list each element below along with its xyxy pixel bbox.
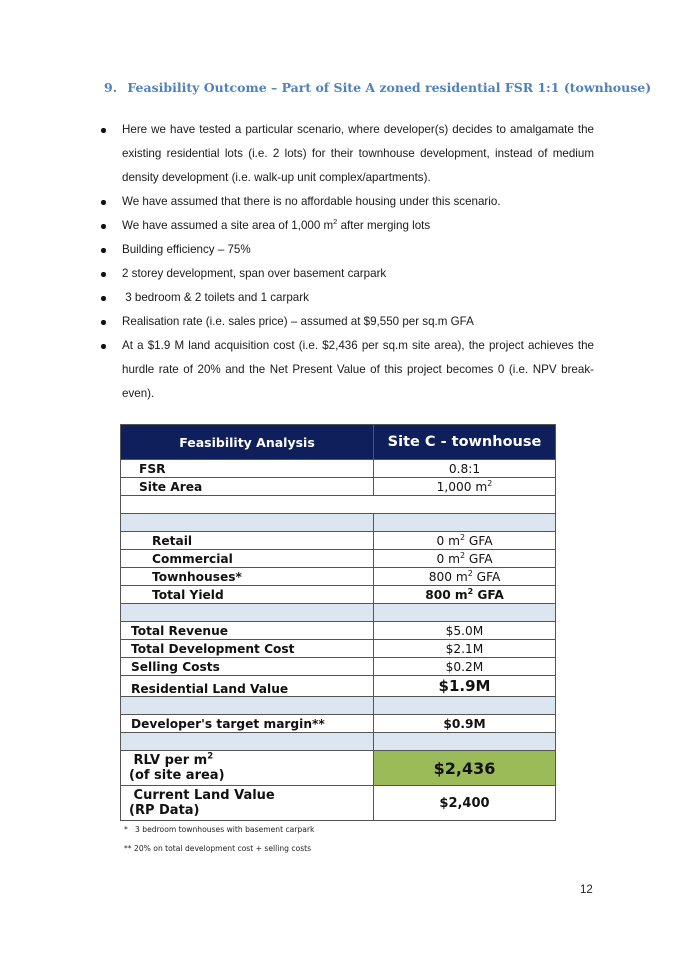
list-item: Here we have tested a particular scenario, where developer(s) decides to amalgamate the existing residential lots (i.e. 2 lots) for their townhouse development, instead of medium density development (i.e. walk-up unit complex/apartments). <box>98 118 594 190</box>
table-row-rlv: Residential Land Value $1.9M <box>121 676 556 697</box>
section-title: Feasibility Outcome – Part of Site A zoned residential FSR 1:1 (townhouse) <box>127 80 652 95</box>
table-row-fsr: FSR 0.8:1 <box>121 460 556 478</box>
feasibility-table <box>120 424 556 821</box>
table-row-blank <box>121 496 556 514</box>
table-header-row <box>121 425 556 460</box>
bullet-icon <box>101 224 106 229</box>
list-item: Realisation rate (i.e. sales price) – assumed at $9,550 per sq.m GFA <box>98 310 594 334</box>
rlv-per-m2-value: $2,436 <box>374 751 556 786</box>
bullet-icon <box>101 296 106 301</box>
bullet-icon <box>101 128 106 133</box>
list-item: We have assumed a site area of 1,000 $m^2$ after merging lots <box>98 214 594 238</box>
bullet-icon <box>101 200 106 205</box>
bullet-icon <box>101 272 106 277</box>
bullet-icon <box>101 320 106 325</box>
footnote-2: ** 20% on total development cost + selling costs <box>124 844 312 853</box>
assumptions-list <box>98 118 594 406</box>
list-item: 2 storey development, span over basement carpark <box>98 262 594 286</box>
table-row-selling-costs: Selling Costs $0.2M <box>121 658 556 676</box>
table-row-current-land-value: Current Land Value (RP Data) $2,400 <box>121 786 556 821</box>
list-item: 3 bedroom & 2 toilets and 1 carpark <box>98 286 594 310</box>
header-site-c: Site C - townhouse <box>374 425 556 460</box>
footnote-1: * 3 bedroom townhouses with basement carpark <box>124 825 315 834</box>
page-number: 12 <box>580 884 593 896</box>
list-item: Building efficiency – 75% <box>98 238 594 262</box>
footnotes <box>124 823 314 861</box>
section-heading <box>104 80 651 95</box>
header-feasibility-analysis: Feasibility Analysis <box>121 425 374 460</box>
table-row-margin: Developer's target margin** $0.9M <box>121 715 556 733</box>
table-row-site-area: Site Area 1,000 $m^2$ <box>121 478 556 496</box>
list-item: We have assumed that there is no affordable housing under this scenario. <box>98 190 594 214</box>
table-row-commercial: Commercial 0 $m^2$ GFA <box>121 550 556 568</box>
table-row-spacer <box>121 697 556 715</box>
table-row-townhouses: Townhouses* 800 $m^2$ GFA <box>121 568 556 586</box>
table-row-retail: Retail 0 $m^2$ GFA <box>121 532 556 550</box>
table-row-spacer <box>121 604 556 622</box>
table-row-total-revenue: Total Revenue $5.0M <box>121 622 556 640</box>
table-row-spacer <box>121 733 556 751</box>
table-row-rlv-per-m2: RLV per $m^2$ (of site area) $2,436 <box>121 751 556 786</box>
list-item: At a $1.9 M land acquisition cost (i.e. $2,436 per sq.m site area), the project achieves the hurdle rate of 20% and the Net Present Value of this project becomes 0 (i.e. NPV break-even). <box>98 334 594 406</box>
table-row-spacer <box>121 514 556 532</box>
table-row-total-yield: Total Yield 800 $m^2$ GFA <box>121 586 556 604</box>
bullet-icon <box>101 344 106 349</box>
bullet-icon <box>101 248 106 253</box>
table-row-total-dev-cost: Total Development Cost $2.1M <box>121 640 556 658</box>
section-number: 9. <box>104 80 118 95</box>
